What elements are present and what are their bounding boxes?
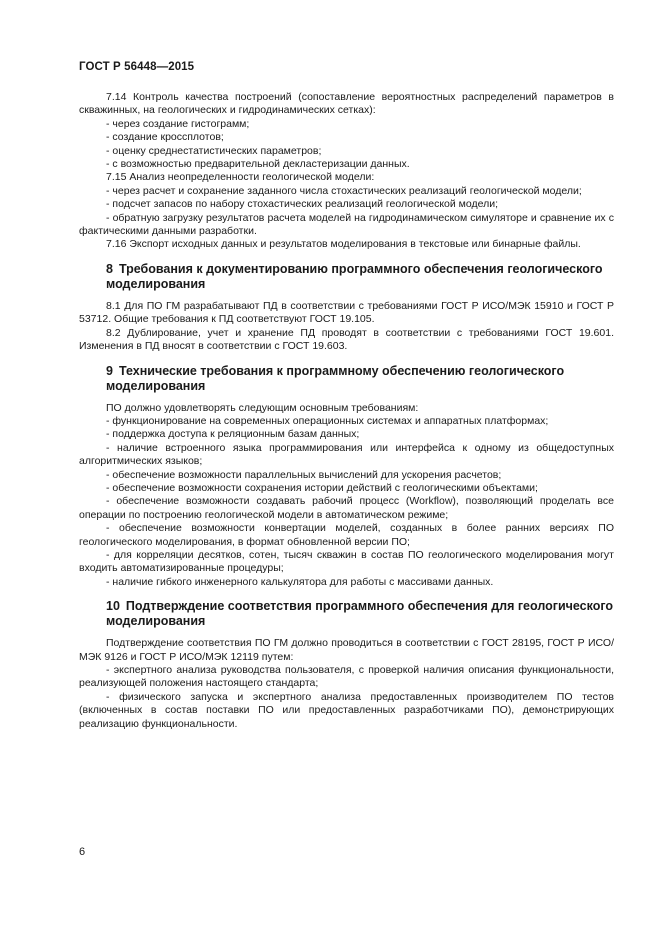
paragraph: - с возможностью предварительной декластеризации данных. <box>106 158 410 171</box>
paragraph: - наличие гибкого инженерного калькулятора для работы с массивами данных. <box>106 575 494 588</box>
paragraph: - функционирование на современных операционных системах и аппаратных платформах; <box>106 414 549 427</box>
spacer <box>79 589 614 599</box>
section-number: 10 <box>106 599 120 614</box>
document-body <box>79 91 614 731</box>
paragraph: - создание кроссплотов; <box>106 131 224 144</box>
paragraph: - для корреляции десятков, сотен, тысяч скважин в состав ПО геологического моделирования могут входить автоматизированные процедуры; <box>79 548 614 575</box>
paragraph: - наличие встроенного языка программирования или интерфейса к одному из общедоступных алгоритмических языков; <box>79 441 614 468</box>
spacer <box>79 354 614 364</box>
section-title: Технические требования к программному обеспечению геологического моделирования <box>106 363 565 393</box>
paragraph: - обеспечение возможности сохранения истории действий с геологическими объектами; <box>106 481 538 494</box>
paragraph: ПО должно удовлетворять следующим основным требованиям: <box>106 401 419 414</box>
section-number: 9 <box>106 363 113 378</box>
document-header: ГОСТ Р 56448—2015 <box>79 61 195 73</box>
paragraph: 8.1 Для ПО ГМ разрабатывают ПД в соответствии с требованиями ГОСТ Р ИСО/МЭК 15910 и ГОСТ Р 53712. Общие требования к ПД соответствуют ГОСТ 19.105. <box>79 299 614 326</box>
paragraph: - поддержка доступа к реляционным базам данных; <box>106 428 360 441</box>
paragraph: - через создание гистограмм; <box>106 117 250 130</box>
paragraph: - обеспечение возможности конвертации моделей, созданных в более ранних версиях ПО геологического моделирования, в формат обновленной версии ПО; <box>79 522 614 548</box>
spacer <box>79 292 614 300</box>
section-heading <box>79 599 614 629</box>
section-title: Подтверждение соответствия программного обеспечения для геологического моделирования <box>106 599 614 629</box>
section-heading <box>79 364 614 394</box>
paragraph: Подтверждение соответствия ПО ГМ должно проводиться в соответствии с ГОСТ 28195, ГОСТ Р ИСО/МЭК 9126 и ГОСТ Р ИСО/МЭК 12119 путем: <box>79 637 614 663</box>
paragraph: - оценку среднестатистических параметров; <box>106 144 322 157</box>
paragraph: - подсчет запасов по набору стохастических реализаций геологической модели; <box>106 198 499 211</box>
paragraph: 8.2 Дублирование, учет и хранение ПД проводят в соответствии с требованиями ГОСТ 19.601. Изменения в ПД вносят в соответствии с ГОСТ 19.603. <box>79 326 614 353</box>
spacer <box>79 252 614 262</box>
paragraph: - экспертного анализа руководства пользователя, с проверкой наличия описания функциональности, реализующей положения настоящего стандарта; <box>79 664 614 690</box>
section-heading <box>79 262 614 292</box>
paragraph: 7.15 Анализ неопределенности геологической модели: <box>106 171 375 184</box>
section-title: Требования к документированию программного обеспечения геологического моделирования <box>106 261 603 291</box>
spacer <box>79 629 614 637</box>
paragraph: - обеспечение возможности параллельных вычислений для ускорения расчетов; <box>106 468 502 481</box>
section-number: 8 <box>106 261 113 276</box>
paragraph: - через расчет и сохранение заданного числа стохастических реализаций геологической модели; <box>106 184 582 197</box>
paragraph: 7.14 Контроль качества построений (сопоставление вероятностных распределений параметров в скважинных, на геологических и гидродинамических сетках): <box>79 91 614 117</box>
spacer <box>79 394 614 402</box>
paragraph: - обратную загрузку результатов расчета моделей на гидродинамическом симуляторе и сравнение их с фактическими данными разработки. <box>79 211 614 238</box>
paragraph: - обеспечение возможности создавать рабочий процесс (Workflow), позволяющий проделать все операции по построению геологической модели в автоматическом режиме; <box>79 495 614 521</box>
paragraph: - физического запуска и экспертного анализа предоставленных производителем ПО тестов (включенных в состав поставки ПО или предоставленных разработчиками ПО), демонстрирующих реализацию функциональности. <box>79 690 614 730</box>
paragraph: 7.16 Экспорт исходных данных и результатов моделирования в текстовые или бинарные файлы. <box>106 238 581 251</box>
page-number: 6 <box>79 846 86 858</box>
